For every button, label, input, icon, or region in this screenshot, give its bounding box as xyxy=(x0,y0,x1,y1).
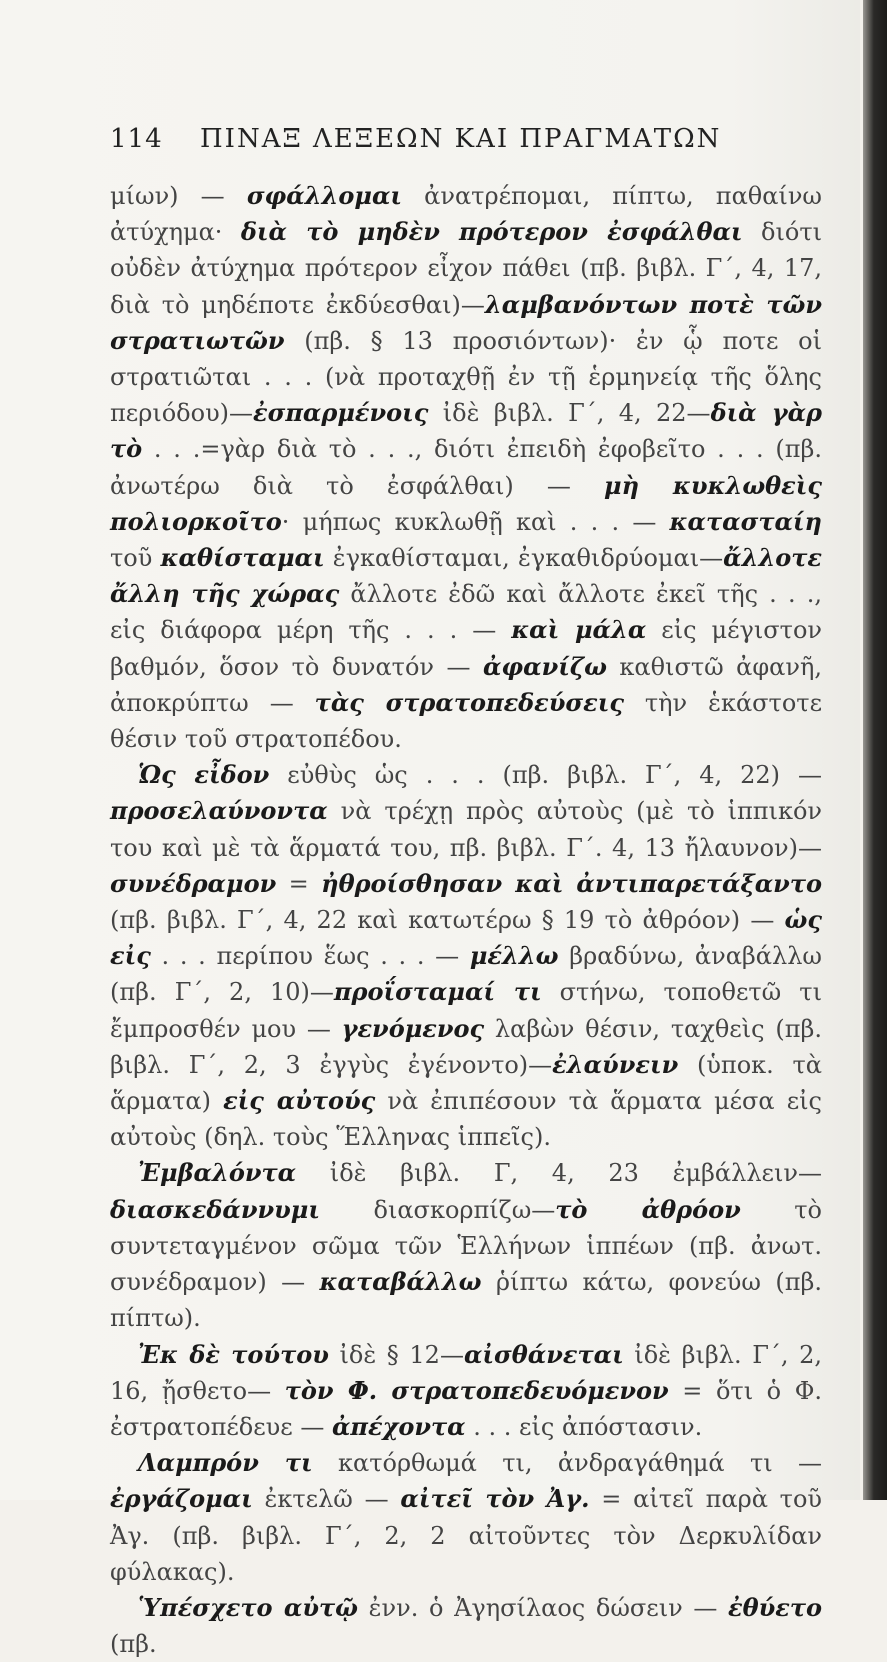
running-title: ΠΙΝΑΞ ΛΕΞΕΩΝ ΚΑΙ ΠΡΑΓΜΑΤΩΝ xyxy=(200,124,722,154)
headword: διὰ τὸ μηδὲν πρότερον ἐσφάλθαι xyxy=(240,217,743,247)
gloss-text: (ὑποκ. τὰ ἅρματα) xyxy=(110,1050,823,1116)
gloss-text: ἐγκαθίσταμαι, ἐγκαθιδρύομαι— xyxy=(324,544,724,573)
headword: αἰτεῖ τὸν Ἀγ. xyxy=(400,1484,590,1514)
glossary-paragraph xyxy=(110,1155,822,1336)
gloss-text: ἰδὲ βιβλ. Γ΄, 2, 16, ᾔσθετο— xyxy=(110,1340,822,1405)
gloss-text: ἰδὲ βιβλ. Γ΄, 4, 22— xyxy=(428,399,711,428)
glossary-paragraph xyxy=(110,757,822,1155)
gloss-text: = xyxy=(276,869,322,898)
gloss-text: ἐκτελῶ — xyxy=(252,1485,401,1514)
gloss-text: . . . περίπου ἕως . . . — xyxy=(150,942,470,971)
headword: ἄλλοτε ἄλλη τῆς χώρας xyxy=(110,543,823,609)
gloss-text: εὐθὺς ὡς . . . (πβ. βιβλ. Γ΄, 4, 22) — xyxy=(269,761,822,790)
headword: διὰ γὰρ τὸ xyxy=(110,398,822,464)
gloss-text: (πβ. § 13 προσιόντων)· ἐν ᾧ ποτε οἱ στρατιῶται . . . (νὰ προταχθῇ ἐν τῇ ἑρμηνείᾳ τῆς ὅλης περιόδου)— xyxy=(110,326,822,428)
gloss-text: . . .=γὰρ διὰ τὸ . . ., διότι ἐπειδὴ ἐφοβεῖτο . . . (πβ. ἀνωτέρω διὰ τὸ ἐσφάλθαι) — xyxy=(110,435,822,500)
gloss-text: (πβ. βιβλ. Γ΄, 4, 22 καὶ κατωτέρω § 19 τὸ ἀθρόον) — xyxy=(110,906,785,935)
headword: ἀπέχοντα xyxy=(331,1411,466,1441)
headword: ἀφανίζω xyxy=(482,651,607,681)
gloss-text: · μήπως κυκλωθῇ καὶ . . . — xyxy=(281,507,670,536)
glossary-paragraph xyxy=(110,1590,822,1662)
glossary-paragraph xyxy=(110,178,822,757)
headword: ἐθύετο xyxy=(728,1592,822,1622)
gloss-text: λαβὼν θέσιν, ταχθεὶς (πβ. βιβλ. Γ΄, 2, 3 ἐγγὺς ἐγένοντο)— xyxy=(110,1014,823,1079)
gloss-text: βραδύνω, ἀναβάλλω (πβ. Γ΄, 2, 10)— xyxy=(110,942,822,1007)
headword: τὸ ἀθρόον xyxy=(555,1194,741,1224)
page-header xyxy=(110,120,830,160)
headword: γενόμενος xyxy=(341,1013,485,1043)
headword: σφάλλομαι xyxy=(246,181,403,210)
gloss-text: διασκορπίζω— xyxy=(319,1195,556,1224)
headword: καθίσταμαι xyxy=(160,543,325,573)
headword: Ἐκ δὲ τούτου xyxy=(138,1339,329,1369)
headword: ὡς εἰς xyxy=(110,905,822,971)
headword: τὸν Φ. στρατοπεδευόμενον xyxy=(284,1375,669,1405)
headword: καὶ μάλα xyxy=(511,615,647,645)
gloss-text: ῥίπτω κάτω, φονεύω (πβ. πίπτω). xyxy=(110,1268,822,1333)
glossary-body xyxy=(110,178,822,1662)
headword: λαμβανόντων ποτὲ τῶν στρατιωτῶν xyxy=(110,289,822,355)
glossary-paragraph xyxy=(110,1337,822,1446)
headword: συνέδραμον xyxy=(110,868,277,898)
gloss-text: τοῦ xyxy=(110,544,161,573)
gloss-text: (πβ. xyxy=(110,1630,157,1659)
headword: καταβάλλω xyxy=(319,1267,482,1297)
gloss-text: ἀνατρέπομαι, πίπτω, παθαίνω ἀτύχημα· xyxy=(110,182,822,247)
headword: ἐλαύνειν xyxy=(552,1049,679,1079)
gloss-text: στήνω, τοποθετῶ τι ἔμπροσθέν μου — xyxy=(110,978,822,1043)
headword: ἐσπαρμένοις xyxy=(253,398,429,428)
glossary-paragraph xyxy=(110,1445,822,1590)
headword: Λαμπρόν τι xyxy=(138,1448,313,1478)
headword: προσελαύνοντα xyxy=(110,796,328,826)
headword: προΐσταμαί τι xyxy=(333,977,542,1007)
headword: Ὡς εἶδον xyxy=(138,760,270,790)
page-edge-shadow xyxy=(863,0,887,1500)
headword: μέλλω xyxy=(469,941,559,971)
page-number: 114 xyxy=(110,124,163,154)
gloss-text: ἄλλοτε ἐδῶ καὶ ἄλλοτε ἐκεῖ τῆς . . ., εἰς διάφορα μέρη τῆς . . . — xyxy=(110,580,822,645)
gloss-text: . . . εἰς ἀπόστασιν. xyxy=(465,1412,703,1441)
gloss-text: εἰς μέγιστον βαθμόν, ὅσον τὸ δυνατόν — xyxy=(110,616,823,681)
headword: κατασταίη xyxy=(669,506,822,536)
gloss-text: διότι οὐδὲν ἀτύχημα πρότερον εἶχον πάθει (πβ. βιβλ. Γ΄, 4, 17, διὰ τὸ μηδέποτε ἐκδύεσθαι)— xyxy=(110,218,823,319)
headword: Ἐμβαλόντα xyxy=(138,1158,297,1188)
gloss-text: ἐνν. ὁ Ἀγησίλαος δώσειν — xyxy=(358,1593,728,1622)
headword: διασκεδάννυμι xyxy=(110,1194,320,1224)
gloss-text: ἰδὲ § 12— xyxy=(328,1340,464,1369)
headword: ἐργάζομαι xyxy=(110,1484,253,1514)
headword: μὴ κυκλωθεὶς πολιορκοῖτο xyxy=(110,470,822,536)
gloss-text: κατόρθωμά τι, ἀνδραγάθημά τι — xyxy=(312,1449,822,1478)
gloss-text: μίων) — xyxy=(110,182,247,210)
gloss-text: νὰ τρέχῃ πρὸς αὐτοὺς (μὲ τὸ ἱππικόν του καὶ μὲ τὰ ἅρματά του, πβ. βιβλ. Γ΄. 4, 13 ἤλαυνον)— xyxy=(110,797,822,862)
headword: αἰσθάνεται xyxy=(463,1339,624,1369)
headword: εἰς αὐτούς xyxy=(223,1086,376,1116)
gloss-text: τὸ συντεταγμένον σῶμα τῶν Ἑλλήνων ἱππέων (πβ. ἀνωτ. συνέδραμον) — xyxy=(110,1195,822,1297)
gloss-text: = ὅτι ὁ Φ. ἐστρατοπέδευε — xyxy=(110,1376,823,1441)
gloss-text: = αἰτεῖ παρὰ τοῦ Ἀγ. (πβ. βιβλ. Γ΄, 2, 2 αἰτοῦντες τὸν Δερκυλίδαν φύλακας). xyxy=(110,1485,822,1586)
headword: ἠθροίσθησαν καὶ ἀντιπαρετάξαντο xyxy=(321,868,822,898)
gloss-text: τὴν ἑκάστοτε θέσιν τοῦ στρατοπέδου. xyxy=(110,688,822,754)
gloss-text: καθιστῶ ἀφανῆ, ἀποκρύπτω — xyxy=(110,652,822,717)
gloss-text: ἰδὲ βιβλ. Γ, 4, 23 ἐμβάλλειν— xyxy=(296,1159,822,1188)
headword: Ὑπέσχετο αὐτῷ xyxy=(138,1592,358,1622)
headword: τὰς στρατοπεδεύσεις xyxy=(314,687,624,717)
gloss-text: νὰ ἐπιπέσουν τὰ ἅρματα μέσα εἰς αὐτοὺς (δηλ. τοὺς Ἕλληνας ἱππεῖς). xyxy=(110,1087,822,1152)
